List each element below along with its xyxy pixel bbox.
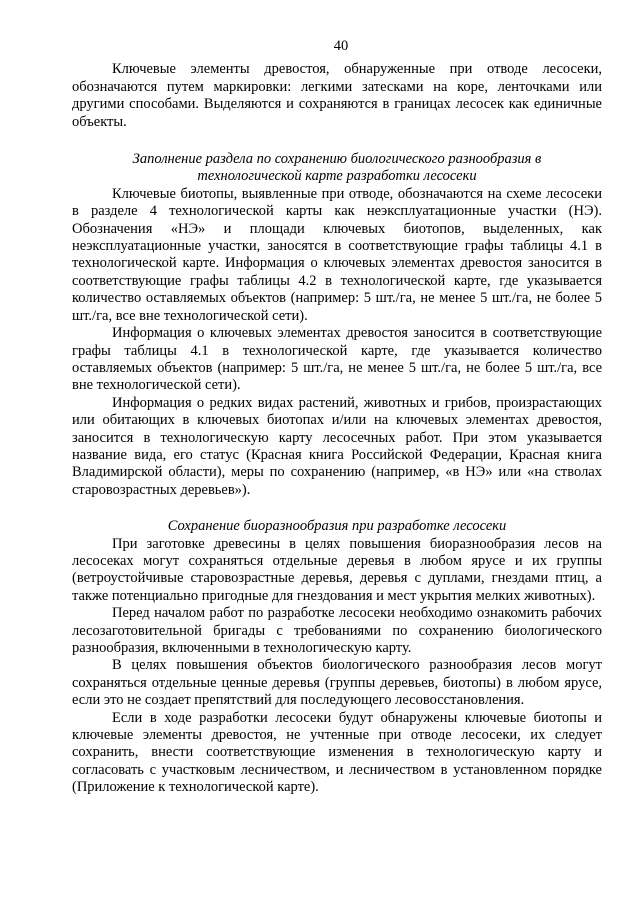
paragraph-unrecorded-biotopes: Если в ходе разработки лесосеки будут обнаружены ключевые биотопы и ключевые элементы древостоя, не учтенные при отводе лесосеки, их следует сохранить, внести соответствующие изменения в технологическую карту и согласовать с участковым лесничеством, и лесничеством в установленном порядке (Приложение к технологической карте).	[72, 709, 602, 796]
intro-paragraph: Ключевые элементы древостоя, обнаруженные при отводе лесосеки, обозначаются путем маркировки: легкими затесками на коре, ленточками или другими способами. Выделяются и сохраняются в границах лесосек как единичные объекты.	[72, 61, 602, 130]
section-heading-biodiversity-form	[72, 151, 602, 186]
section-heading-line-1: Заполнение раздела по сохранению биологического разнообразия в	[132, 151, 542, 168]
section-heading-line-2: технологической карте разработки лесосеки	[197, 168, 477, 185]
section-heading-biodiversity-preservation: Сохранение биоразнообразия при разработке лесосеки	[167, 518, 507, 535]
paragraph-key-biotopes: Ключевые биотопы, выявленные при отводе, обозначаются на схеме лесосеки в разделе 4 технологической карты как неэксплуатационные участки (НЭ). Обозначения «НЭ» и площади ключевых биотопов, выделенных, как неэксплуатационные участки, заносятся в соответствующие графы таблицы 4.1 в технологической карте. Информация о ключевых элементах древостоя заносится в соответствующие графы таблицы 4.2 в технологической карте, где указывается количество оставляемых объектов (например: 5 шт./га, не менее 5 шт./га, не более 5 шт./га, все вне технологической сети).	[72, 185, 602, 324]
paragraph-tree-retention: При заготовке древесины в целях повышения биоразнообразия лесов на лесосеках могут сохраняться отдельные деревья в любом ярусе и их группы (ветроустойчивые старовозрастные деревья, деревья с дуплами, гнездами птиц, а также потенциально пригодные для гнездования и мест укрытия мелких животных).	[72, 535, 602, 604]
paragraph-key-elements: Информация о ключевых элементах древостоя заносится в соответствующие графы таблицы 4.1 в технологической карте, где указывается количество оставляемых объектов (например: 5 шт./га, не менее 5 шт./га, не более 5 шт./га, все вне технологической сети).	[72, 325, 602, 394]
paragraph-valuable-trees: В целях повышения объектов биологического разнообразия лесов могут сохраняться отдельные ценные деревья (группы деревьев, биотопы) в любом ярусе, если это не создает препятствий для последующего лесовосстановления.	[72, 657, 602, 709]
document-page	[72, 38, 602, 797]
paragraph-crew-briefing: Перед началом работ по разработке лесосеки необходимо ознакомить рабочих лесозаготовительной бригады с требованиями по сохранению биологического разнообразия, включенными в технологическую карту.	[72, 605, 602, 656]
paragraph-rare-species: Информация о редких видах растений, животных и грибов, произрастающих или обитающих в ключевых биотопах и/или на ключевых элементах древостоя, заносится в технологическую карту лесосечных работ. При этом указывается название вида, его статус (Красная книга Российской Федерации, Красная книга Владимирской области), меры по сохранению (например, «в НЭ» или «на стволах старовозрастных деревьев»).	[72, 394, 602, 498]
page-number: 40	[333, 38, 349, 54]
